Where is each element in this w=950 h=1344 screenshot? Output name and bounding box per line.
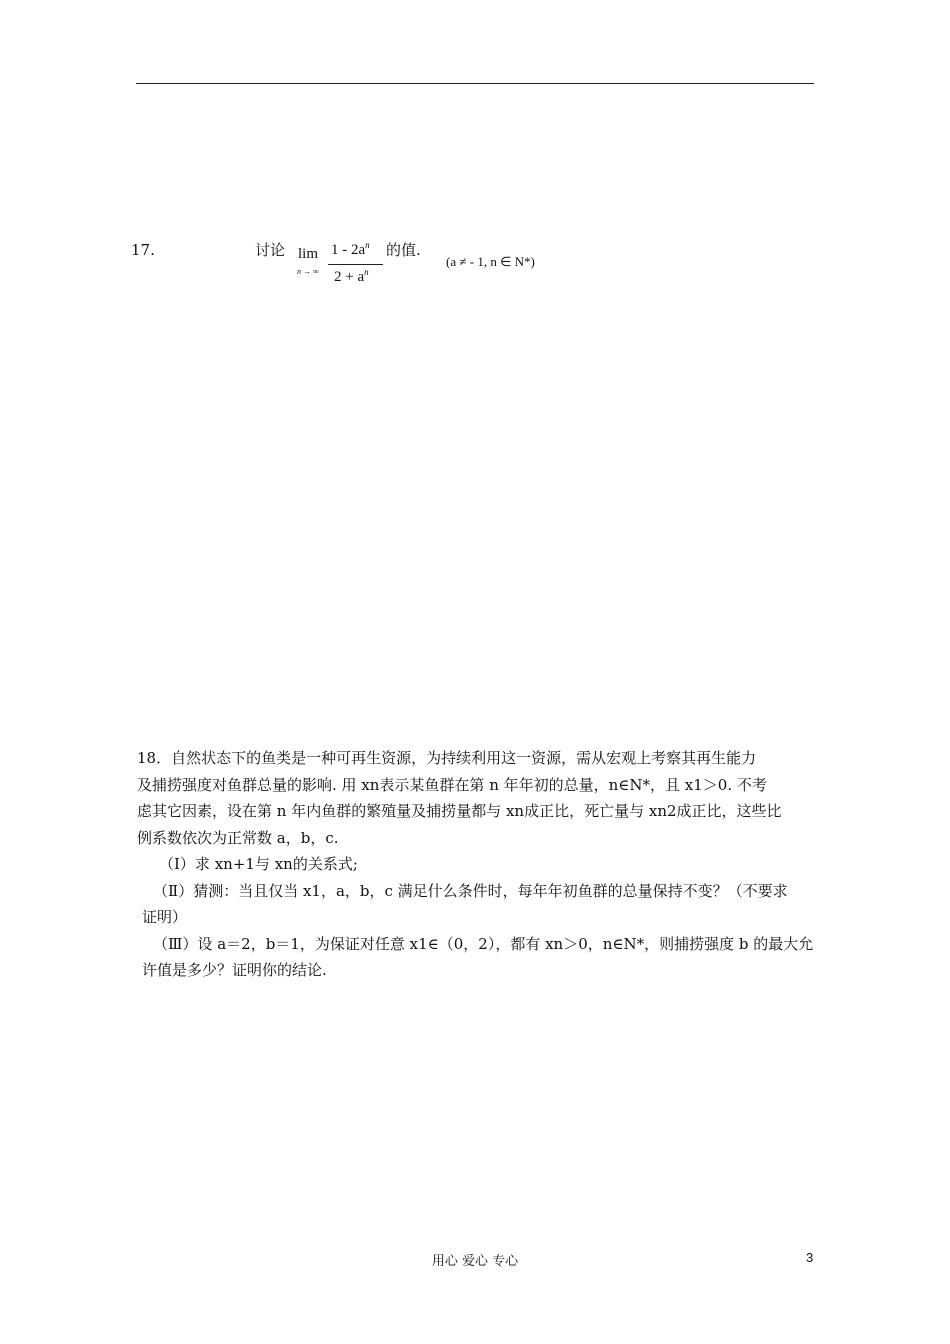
- problem-17-condition: (a ≠ - 1, n ∈ N*): [446, 254, 535, 269]
- problem-18-part-3-cont: 许值是多少？证明你的结论.: [142, 961, 327, 979]
- problem-17-number: 17.: [131, 241, 155, 259]
- fraction-denominator: $2 + a^n$: [334, 267, 369, 285]
- problem-18-line: 例系数依次为正常数 a，b，c.: [137, 828, 339, 847]
- problem-18-part-2: （Ⅱ）猜测：当且仅当 x1，a，b，c 满足什么条件时，每年年初鱼群的总量保持不变？（不要求: [153, 881, 788, 900]
- problem-18-line: 及捕捞强度对鱼群总量的影响. 用 xn表示某鱼群在第 n 年年初的总量，n∈N*，且 x1＞0. 不考: [137, 775, 767, 794]
- footer-text: 用心 爱心 专心: [431, 1254, 519, 1269]
- problem-18: [137, 745, 817, 984]
- problem-18-line: 虑其它因素，设在第 n 年内鱼群的繁殖量及捕捞量都与 xn成正比，死亡量与 xn2成正比，这些比: [137, 802, 782, 820]
- problem-17-tail: 的值.: [386, 241, 421, 259]
- problem-17-lead: 讨论: [255, 241, 286, 259]
- fraction-numerator: $1 - 2a^n$: [331, 240, 370, 258]
- problem-18-part-3: （Ⅲ）设 a＝2，b＝1，为保证对任意 x1∈（0，2），都有 xn＞0，n∈N*，则捕捞强度 b 的最大允: [153, 934, 814, 953]
- header-rule: [136, 83, 814, 84]
- fraction-bar: [328, 264, 383, 265]
- page-number: 3: [806, 1250, 814, 1265]
- problem-18-line: 18．自然状态下的鱼类是一种可再生资源，为持续利用这一资源，需从宏观上考察其再生能力: [137, 749, 757, 767]
- problem-18-part-2-cont: 证明）: [142, 908, 188, 926]
- limit-subscript: n → ∞: [297, 267, 319, 276]
- problem-18-part-1: （Ⅰ）求 xn+1与 xn的关系式;: [159, 855, 358, 873]
- limit-symbol: lim: [298, 246, 319, 262]
